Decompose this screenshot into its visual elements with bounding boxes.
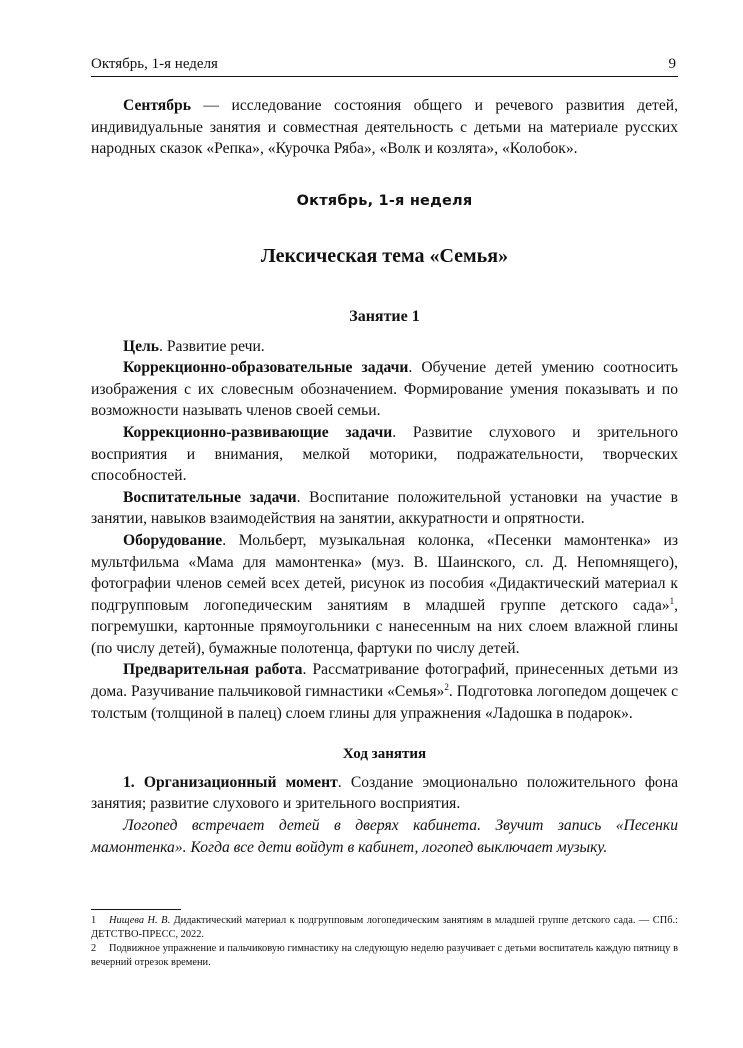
goal-paragraph <box>91 336 678 358</box>
corr-dev-label: Коррекционно-развивающие задачи <box>123 423 393 441</box>
equipment-label: Оборудование <box>123 531 223 549</box>
footnote-1 <box>91 914 678 942</box>
prep-text-b: . Подготовка логопедом дощечек с толстым (толщиной в палец) слоем глины для упражнения «Ладошка в подарок». <box>91 683 678 722</box>
prep-text-a: . Рассматривание фотографий, принесенных детьми из дома. Разучивание пальчиковой гимнастики «Семья» <box>91 661 678 701</box>
corr-edu-label: Коррекционно-образовательные задачи <box>123 359 409 377</box>
header-divider <box>91 76 678 77</box>
footnote-author: Нищева Н. В <box>109 915 168 926</box>
equipment-text-a: . Мольберт, музыкальная колонка, «Песенки мамонтенка» из мультфильма «Мама для мамонтенка» (муз. В. Шаинского, сл. Д. Непомнящего), фотографии членов семей всех детей, рисунок из пособия «Дидактический материал к подгрупповым логопедическим занятиям в младшей группе детского сада» <box>91 531 678 614</box>
step1-italic-paragraph: Логопед встречает детей в дверях кабинета. Звучит запись «Песенки мамонтенка». Когда все дети войдут в кабинет, логопед выключает музыку. <box>91 817 678 856</box>
footnote-mark: 2 <box>91 943 97 954</box>
goal-text: . Развитие речи. <box>159 337 265 355</box>
equipment-text-b: , погремушки, картонные прямоугольники с нанесенным на них слоем влажной глины (по числу детей), бумажные полотенца, фартуки по числу детей. <box>91 596 678 657</box>
upbringing-label: Воспитательные задачи <box>123 488 297 506</box>
intro-paragraph <box>91 95 678 160</box>
step1-label: 1. Организационный момент <box>123 773 338 791</box>
step1-text: . Создание эмоционально положительного фона занятия; развитие слухового и зрительного восприятия. <box>91 773 678 813</box>
page-number: 9 <box>668 56 676 72</box>
lexical-theme-title: Лексическая тема «Семья» <box>260 245 509 268</box>
footnote-ref-2[interactable]: 2 <box>444 681 449 692</box>
lesson-title: Занятие 1 <box>349 307 420 325</box>
course-title: Ход занятия <box>342 746 427 763</box>
footnote-text: . Дидактический материал к подгрупповым логопедическим занятиям в младшей группе детского сада. — СПб.: ДЕТСТВО-ПРЕСС, 2022. <box>91 915 678 940</box>
running-title: Октябрь, 1-я неделя <box>91 56 218 72</box>
step1-paragraph <box>91 772 678 815</box>
corr-edu-text: . Обучение детей умению соотносить изображения с их словесным обозначением. Формирование умения показывать и по возможности называть членов своей семьи. <box>91 359 678 420</box>
section-title: Октябрь, 1-я неделя <box>296 192 473 209</box>
prep-label: Предварительная работа <box>123 661 303 679</box>
footnote-text: Подвижное упражнение и пальчиковую гимнастику на следующую неделю разучивает с детьми воспитатель каждую пятницу в вечерний отрезок времени. <box>91 943 678 968</box>
equipment-paragraph <box>91 530 678 660</box>
footnotes <box>91 914 678 970</box>
corr-dev-text: . Развитие слухового и зрительного восприятия и внимания, мелкой моторики, подражательности, творческих способностей. <box>91 423 679 485</box>
intro-text: — исследование состояния общего и речевого развития детей, индивидуальные занятия и совместная деятельность с детьми на материале русских народных сказок «Репка», «Курочка Ряба», «Волк и козлята», «Колобок». <box>91 97 678 158</box>
footnote-2 <box>91 942 678 970</box>
upbringing-paragraph <box>91 487 678 530</box>
goal-label: Цель <box>123 337 160 355</box>
corr-edu-paragraph <box>91 357 678 422</box>
running-header <box>91 54 678 74</box>
footnote-divider <box>91 909 181 910</box>
intro-bold: Сентябрь <box>123 97 191 114</box>
prep-paragraph <box>91 659 678 724</box>
page-body <box>91 95 678 858</box>
corr-dev-paragraph <box>91 422 678 487</box>
upbringing-text: . Воспитание положительной установки на участие в занятии, навыков взаимодействия на занятии, аккуратности и опрятности. <box>91 488 678 528</box>
footnote-mark: 1 <box>91 915 97 926</box>
footnote-ref-1[interactable]: 1 <box>669 595 675 606</box>
